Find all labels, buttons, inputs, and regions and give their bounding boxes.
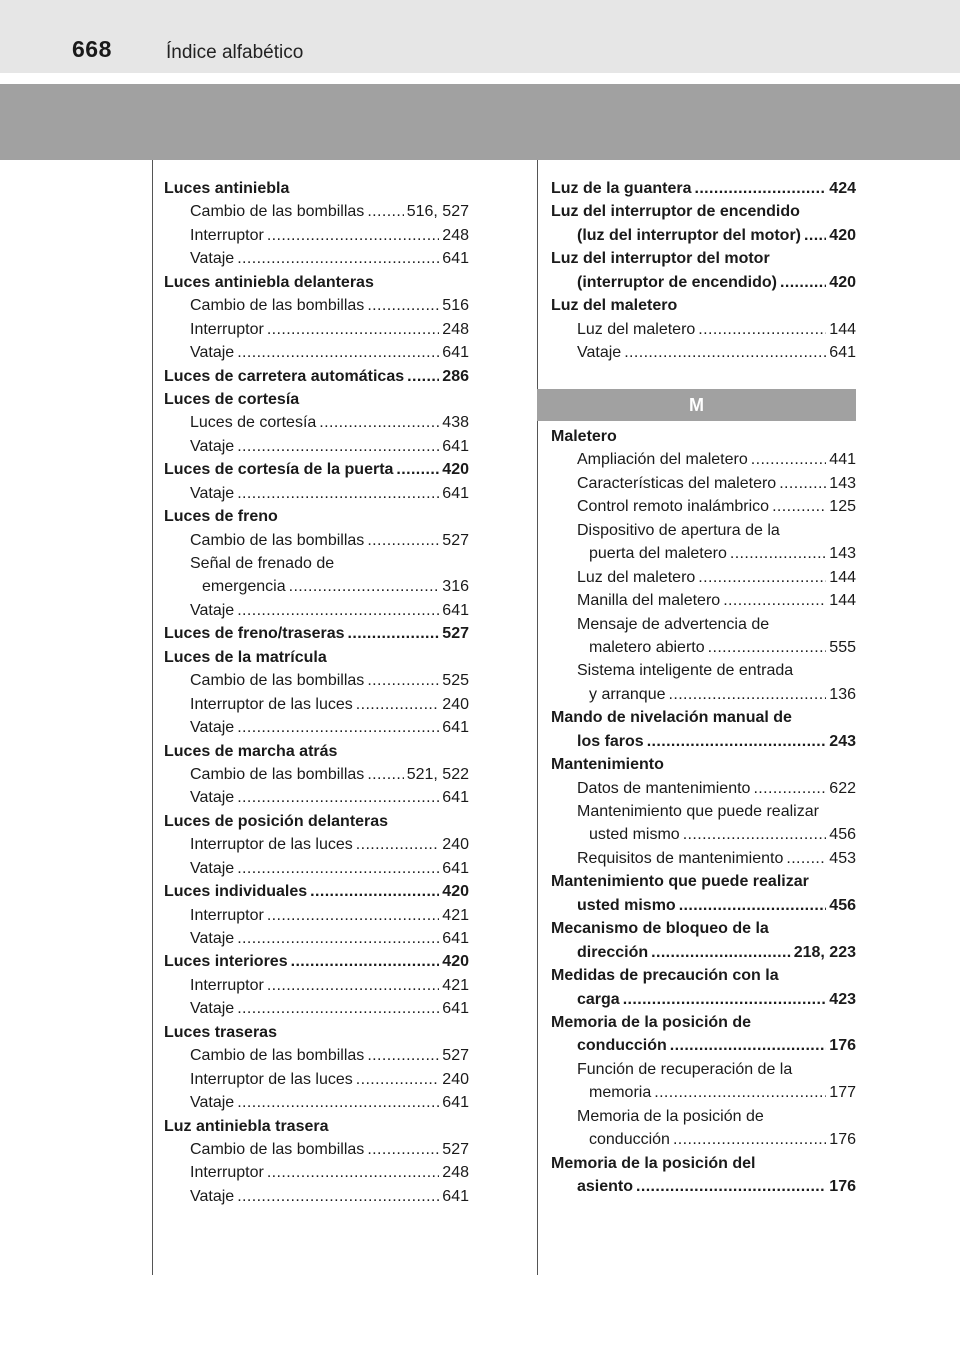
index-entry-term: (luz del interruptor del motor) — [577, 226, 801, 244]
index-entry — [551, 472, 856, 495]
index-entry-term: Maletero — [551, 428, 617, 445]
dot-leader — [356, 693, 440, 716]
dot-leader — [753, 777, 826, 800]
index-entry-term: Vataje — [190, 930, 235, 947]
index-entry — [164, 575, 469, 598]
index-entry — [164, 505, 469, 528]
index-entry — [551, 1152, 856, 1175]
dot-leader — [367, 669, 439, 692]
index-entry-term: Interruptor — [190, 1164, 264, 1182]
index-entry — [164, 974, 469, 997]
index-entry-term: Luz del maletero — [551, 297, 678, 315]
dot-leader — [237, 482, 439, 505]
index-entry — [164, 669, 469, 692]
index-entry-page: 144 — [829, 592, 856, 610]
index-entry-term: Medidas de precaución con la — [551, 967, 779, 985]
dot-leader — [367, 763, 403, 786]
dot-leader — [730, 542, 826, 565]
index-entry-term: dirección — [577, 943, 649, 961]
index-entry-term: Luz del interruptor del motor — [551, 250, 770, 268]
index-entry — [164, 880, 469, 903]
dot-leader — [310, 880, 439, 903]
index-entry-term: Luces de la matrícula — [164, 648, 327, 666]
dot-leader — [804, 224, 826, 247]
left-column-rule — [152, 160, 153, 1275]
index-entry-term: Cambio de las bombillas — [190, 672, 365, 690]
index-entry-term: Interruptor — [190, 906, 264, 924]
index-entry-page: 516 — [442, 297, 469, 315]
dot-leader — [291, 950, 440, 973]
dot-leader — [367, 200, 403, 223]
index-entry-page: 240 — [442, 695, 469, 713]
index-entry-term: Luces individuales — [164, 883, 308, 901]
index-entry-page: 144 — [829, 568, 856, 586]
dot-leader — [723, 589, 826, 612]
index-entry — [164, 763, 469, 786]
index-entry — [551, 659, 856, 682]
index-entry-term: memoria — [589, 1084, 652, 1102]
index-entry — [551, 495, 856, 518]
index-entry-term: carga — [577, 990, 620, 1008]
index-entry-term: Cambio de las bombillas — [190, 297, 365, 315]
index-entry — [164, 950, 469, 973]
dot-leader — [348, 622, 440, 645]
dot-leader — [237, 435, 439, 458]
index-entry-page: 516, 527 — [406, 203, 469, 221]
index-entry-term: Mecanismo de bloqueo de la — [551, 920, 769, 938]
index-entry-term: Luces de cortesía de la puerta — [164, 461, 394, 479]
index-entry — [164, 411, 469, 434]
dot-leader — [636, 1175, 826, 1198]
index-entry — [164, 247, 469, 270]
index-entry-page: 641 — [442, 250, 469, 268]
right-column-rule — [537, 160, 538, 1275]
dot-leader — [267, 224, 439, 247]
dot-leader — [267, 974, 439, 997]
index-entry — [551, 847, 856, 870]
index-entry-page: 525 — [442, 672, 469, 690]
index-entry — [164, 552, 469, 575]
dot-leader — [367, 529, 439, 552]
dot-leader — [786, 847, 826, 870]
index-entry-term: Vataje — [190, 719, 235, 737]
index-column-left — [164, 177, 469, 1208]
index-entry-page: 456 — [829, 826, 856, 844]
dot-leader — [367, 294, 439, 317]
index-entry-term: Vataje — [190, 859, 235, 877]
index-entry — [164, 482, 469, 505]
index-entry-page: 176 — [829, 1178, 856, 1195]
index-entry-page: 316 — [442, 578, 469, 596]
index-entry — [551, 224, 856, 247]
index-entry-term: Cambio de las bombillas — [190, 1140, 365, 1158]
index-entry — [164, 1185, 469, 1208]
dot-leader — [751, 448, 827, 471]
index-entry-term: Luz del maletero — [577, 568, 696, 586]
index-entry — [164, 318, 469, 341]
dot-leader — [396, 458, 439, 481]
index-entry-page: 641 — [442, 1187, 469, 1205]
index-entry — [164, 740, 469, 763]
index-entry — [551, 542, 856, 565]
index-entry-term: Luz de la guantera — [551, 180, 692, 197]
index-entry — [551, 1128, 856, 1151]
index-entry — [164, 997, 469, 1020]
index-entry-term: Requisitos de mantenimiento — [577, 849, 784, 867]
index-entry — [164, 529, 469, 552]
index-entry-term: Luces antiniebla — [164, 180, 290, 197]
dot-leader — [237, 1091, 439, 1114]
index-entry-term: Mantenimiento que puede realizar — [577, 803, 819, 820]
index-entry — [164, 622, 469, 645]
dot-leader — [267, 1161, 439, 1184]
index-entry-term: Datos de mantenimiento — [577, 779, 751, 797]
index-entry-term: Interruptor — [190, 320, 264, 338]
index-entry — [551, 448, 856, 471]
dot-leader — [289, 575, 440, 598]
index-entry-term: Control remoto inalámbrico — [577, 498, 770, 516]
index-column-right-top — [551, 177, 856, 365]
index-entry-page: 420 — [442, 953, 469, 971]
index-entry — [551, 1105, 856, 1128]
index-entry-page: 420 — [829, 226, 856, 244]
index-entry-term: Interruptor de las luces — [190, 695, 353, 713]
index-entry — [551, 200, 856, 223]
index-entry — [551, 753, 856, 776]
index-entry-page: 136 — [829, 685, 856, 703]
index-entry-term: Luces de freno/traseras — [164, 625, 345, 643]
index-entry — [164, 1161, 469, 1184]
index-entry-page: 456 — [829, 896, 856, 914]
index-entry-term: Luz antiniebla trasera — [164, 1117, 329, 1135]
index-entry — [551, 706, 856, 729]
index-entry-page: 240 — [442, 1070, 469, 1088]
index-entry — [551, 1011, 856, 1034]
index-entry-term: Dispositivo de apertura de la — [577, 521, 780, 539]
index-entry-term: conducción — [589, 1131, 670, 1149]
dot-leader — [780, 271, 826, 294]
index-entry-term: Manilla del maletero — [577, 592, 721, 610]
index-entry-page: 420 — [442, 461, 469, 479]
index-entry-term: Vataje — [190, 250, 235, 268]
index-entry-term: Luces de posición delanteras — [164, 812, 389, 830]
index-entry-term: Vataje — [190, 1187, 235, 1205]
index-entry-term: Mensaje de advertencia de — [577, 615, 770, 633]
dot-leader — [319, 411, 439, 434]
index-entry — [164, 435, 469, 458]
index-entry-term: Interruptor — [190, 226, 264, 244]
index-entry-term: (interruptor de encendido) — [577, 273, 777, 291]
index-entry-term: Interruptor de las luces — [190, 1070, 353, 1088]
dot-leader — [237, 786, 439, 809]
index-entry — [551, 247, 856, 270]
index-entry — [164, 458, 469, 481]
index-entry-page: 243 — [829, 732, 856, 750]
index-entry-page: 622 — [829, 779, 856, 797]
index-entry-term: Luces de marcha atrás — [164, 742, 338, 760]
index-entry-term: Vataje — [190, 344, 235, 362]
dot-leader — [237, 1185, 439, 1208]
index-entry-term: Mando de nivelación manual de — [551, 709, 792, 727]
index-entry — [551, 917, 856, 940]
dot-leader — [708, 636, 827, 659]
index-entry-term: Luz del interruptor de encendido — [551, 203, 800, 221]
page-header — [0, 0, 960, 73]
index-entry — [164, 1044, 469, 1067]
index-entry — [164, 810, 469, 833]
dot-leader — [237, 716, 439, 739]
index-entry-page: 420 — [829, 273, 856, 291]
index-entry — [551, 683, 856, 706]
index-entry — [164, 341, 469, 364]
index-entry-term: Vataje — [190, 1094, 235, 1112]
index-entry — [551, 1034, 856, 1057]
index-entry-term: Vataje — [190, 484, 235, 502]
index-entry — [164, 1115, 469, 1138]
index-entry-term: conducción — [577, 1037, 667, 1055]
index-entry-term: Memoria de la posición de — [577, 1107, 764, 1125]
index-entry — [551, 613, 856, 636]
index-entry-term: Mantenimiento — [551, 756, 664, 774]
index-entry-term: Sistema inteligente de entrada — [577, 662, 794, 680]
dot-leader — [669, 683, 827, 706]
index-entry-page: 248 — [442, 1164, 469, 1182]
index-entry — [551, 777, 856, 800]
index-entry — [164, 927, 469, 950]
index-entry-term: Cambio de las bombillas — [190, 765, 365, 783]
index-entry-page: 641 — [442, 789, 469, 807]
index-entry — [164, 388, 469, 411]
index-entry-term: Luces de freno — [164, 508, 278, 526]
index-entry-term: Vataje — [577, 344, 622, 362]
index-entry — [551, 519, 856, 542]
index-entry-term: y arranque — [589, 685, 666, 703]
index-entry-term: Luces de carretera automáticas — [164, 367, 405, 385]
dot-leader — [237, 997, 439, 1020]
index-entry-term: Interruptor de las luces — [190, 836, 353, 854]
index-entry-term: Luces de cortesía — [164, 390, 300, 408]
dot-leader — [679, 894, 827, 917]
dot-leader — [237, 599, 439, 622]
index-entry-page: 144 — [829, 320, 856, 338]
index-entry-page: 527 — [442, 625, 469, 643]
dot-leader — [683, 823, 827, 846]
index-entry-page: 441 — [829, 451, 856, 469]
index-entry-page: 453 — [829, 849, 856, 867]
index-entry-page: 177 — [829, 1084, 856, 1102]
index-entry-page: 521, 522 — [406, 765, 469, 783]
index-entry — [551, 1081, 856, 1104]
index-entry — [164, 200, 469, 223]
index-entry-term: emergencia — [202, 578, 286, 596]
index-entry — [164, 786, 469, 809]
index-entry — [551, 1058, 856, 1081]
dot-leader — [779, 472, 826, 495]
index-entry-page: 641 — [442, 344, 469, 362]
index-entry-page: 527 — [442, 1140, 469, 1158]
index-entry — [164, 1021, 469, 1044]
header-divider — [0, 73, 960, 84]
index-entry — [164, 271, 469, 294]
index-entry — [164, 646, 469, 669]
index-entry-page: 527 — [442, 1047, 469, 1065]
index-entry-page: 641 — [442, 484, 469, 502]
index-column-right-bottom — [551, 425, 856, 1198]
dot-leader — [624, 341, 826, 364]
index-entry — [164, 365, 469, 388]
letter-heading-m: M — [537, 389, 856, 421]
index-entry-term: asiento — [577, 1178, 634, 1195]
index-entry — [164, 177, 469, 200]
index-entry-page: 286 — [442, 367, 469, 385]
index-entry-term: Luces de cortesía — [190, 414, 317, 432]
index-entry — [551, 941, 856, 964]
index-entry-term: Vataje — [190, 789, 235, 807]
dot-leader — [356, 1068, 440, 1091]
index-entry — [551, 318, 856, 341]
index-entry-term: Cambio de las bombillas — [190, 531, 365, 549]
index-entry-term: Señal de frenado de — [190, 555, 335, 572]
index-entry — [551, 964, 856, 987]
index-entry-page: 641 — [442, 1094, 469, 1112]
dot-leader — [267, 904, 439, 927]
index-entry — [164, 857, 469, 880]
dot-leader — [654, 1081, 826, 1104]
index-entry-term: Mantenimiento que puede realizar — [551, 873, 809, 891]
index-entry — [551, 636, 856, 659]
dot-leader — [698, 566, 826, 589]
dot-leader — [651, 941, 791, 964]
index-entry-term: los faros — [577, 732, 644, 750]
index-entry-term: puerta del maletero — [589, 545, 727, 563]
index-entry-term: Interruptor — [190, 976, 264, 994]
index-entry-term: Luces traseras — [164, 1023, 277, 1041]
index-entry — [551, 341, 856, 364]
index-entry-page: 421 — [442, 976, 469, 994]
dot-leader — [407, 365, 439, 388]
index-entry — [551, 988, 856, 1011]
index-entry-term: maletero abierto — [589, 638, 705, 656]
dot-leader — [237, 857, 439, 880]
index-entry-page: 555 — [829, 638, 856, 656]
index-entry-term: Vataje — [190, 601, 235, 619]
index-entry-page: 641 — [442, 719, 469, 737]
index-entry-page: 438 — [442, 414, 469, 432]
index-entry — [551, 823, 856, 846]
index-entry — [164, 294, 469, 317]
index-entry-page: 641 — [442, 601, 469, 619]
index-entry-term: Memoria de la posición de — [551, 1013, 752, 1031]
index-entry — [551, 425, 856, 448]
dot-leader — [237, 341, 439, 364]
index-entry-page: 421 — [442, 906, 469, 924]
index-entry — [164, 716, 469, 739]
index-entry-term: usted mismo — [589, 826, 680, 844]
index-entry — [164, 833, 469, 856]
index-entry-page: 423 — [829, 990, 856, 1008]
index-entry-term: Características del maletero — [577, 474, 777, 492]
index-entry — [551, 589, 856, 612]
index-entry-term: Vataje — [190, 1000, 235, 1018]
index-entry-page: 176 — [829, 1037, 856, 1055]
index-entry-term: Función de recuperación de la — [577, 1060, 793, 1078]
index-entry — [551, 870, 856, 893]
index-entry-page: 641 — [829, 344, 856, 362]
index-entry — [164, 693, 469, 716]
index-entry-page: 420 — [442, 883, 469, 901]
dot-leader — [698, 318, 826, 341]
index-entry-term: usted mismo — [577, 896, 676, 914]
index-entry — [164, 1068, 469, 1091]
index-entry — [164, 224, 469, 247]
index-entry-page: 248 — [442, 320, 469, 338]
index-entry-term: Luz del maletero — [577, 320, 696, 338]
index-entry — [164, 904, 469, 927]
dot-leader — [356, 833, 440, 856]
index-entry — [164, 599, 469, 622]
section-title: Índice alfabético — [166, 42, 304, 63]
dot-leader — [673, 1128, 826, 1151]
dot-leader — [267, 318, 439, 341]
index-entry-term: Luces antiniebla delanteras — [164, 273, 374, 291]
index-entry — [551, 294, 856, 317]
index-entry-term: Cambio de las bombillas — [190, 1047, 365, 1065]
header-band — [0, 84, 960, 160]
index-entry — [551, 566, 856, 589]
index-entry-page: 424 — [829, 180, 856, 197]
page-number: 668 — [72, 36, 112, 62]
dot-leader — [237, 247, 439, 270]
dot-leader — [367, 1044, 439, 1067]
index-entry-term: Vataje — [190, 437, 235, 455]
index-entry-term: Memoria de la posición del — [551, 1154, 756, 1172]
index-entry-page: 143 — [829, 545, 856, 563]
index-entry-page: 641 — [442, 859, 469, 877]
index-entry — [551, 1175, 856, 1198]
index-entry — [551, 730, 856, 753]
index-entry-page: 641 — [442, 1000, 469, 1018]
index-entry-page: 248 — [442, 226, 469, 244]
index-entry-page: 143 — [829, 474, 856, 492]
index-entry — [164, 1091, 469, 1114]
dot-leader — [694, 177, 826, 200]
index-entry — [164, 1138, 469, 1161]
index-entry-page: 176 — [829, 1131, 856, 1149]
dot-leader — [772, 495, 826, 518]
index-entry-page: 527 — [442, 531, 469, 549]
index-entry-page: 641 — [442, 437, 469, 455]
index-entry — [551, 894, 856, 917]
index-entry-page: 240 — [442, 836, 469, 854]
index-entry-page: 641 — [442, 930, 469, 947]
index-entry-term: Cambio de las bombillas — [190, 203, 365, 221]
index-entry-page: 125 — [829, 498, 856, 516]
index-entry — [551, 177, 856, 200]
dot-leader — [647, 730, 827, 753]
dot-leader — [237, 927, 439, 950]
index-entry — [551, 800, 856, 823]
dot-leader — [367, 1138, 439, 1161]
dot-leader — [623, 988, 827, 1011]
index-entry-page: 218, 223 — [793, 943, 856, 961]
index-entry — [551, 271, 856, 294]
index-entry-term: Ampliación del maletero — [577, 451, 748, 469]
index-entry-term: Luces interiores — [164, 953, 288, 971]
dot-leader — [670, 1034, 827, 1057]
